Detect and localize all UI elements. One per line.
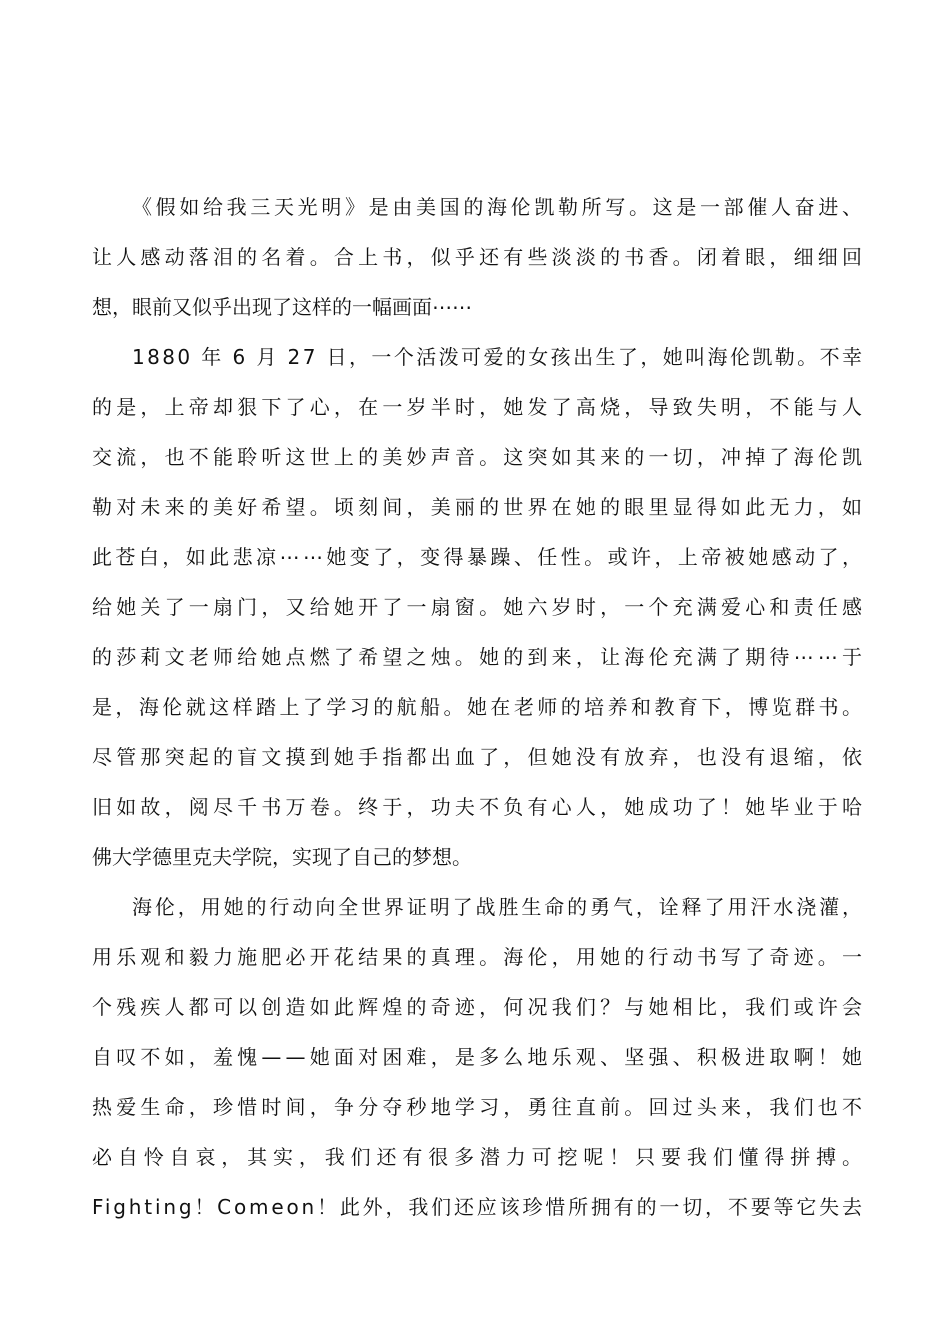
document-body <box>92 182 868 1232</box>
text-line-content: 个残疾人都可以创造如此辉煌的奇迹，何况我们？与她相比，我们或许会 <box>92 995 867 1019</box>
text-line <box>92 632 867 682</box>
text-line-content: 热爱生命，珍惜时间，争分夺秒地学习，勇往直前。回过头来，我们也不 <box>92 1095 867 1119</box>
text-line <box>92 782 867 832</box>
text-line <box>92 182 866 232</box>
text-line <box>92 532 866 582</box>
text-line <box>92 1082 867 1132</box>
text-line-content: 让人感动落泪的名着。合上书，似乎还有些淡淡的书香。闭着眼，细细回 <box>92 245 867 269</box>
text-line-content: 海伦，用她的行动向全世界证明了战胜生命的勇气，诠释了用汗水浇灌， <box>132 895 865 919</box>
text-line-content: 用乐观和毅力施肥必开花结果的真理。海伦，用她的行动书写了奇迹。一 <box>92 945 867 969</box>
text-line-content: 佛大学德里克夫学院，实现了自己的梦想。 <box>92 845 472 869</box>
text-line <box>92 982 867 1032</box>
text-line-content: 1880 年 6 月 27 日，一个活泼可爱的女孩出生了，她叫海伦凯勒。不幸 <box>132 345 865 369</box>
text-line-content: 此苍白，如此悲凉⋯⋯她变了，变得暴躁、任性。或许，上帝被她感动了， <box>92 545 866 569</box>
text-line <box>92 932 867 982</box>
text-line <box>92 582 867 632</box>
text-line <box>92 882 865 932</box>
text-line-content: 给她关了一扇门，又给她开了一扇窗。她六岁时，一个充满爱心和责任感 <box>92 595 867 619</box>
text-line <box>92 682 866 732</box>
text-line <box>92 1182 865 1232</box>
text-line-content: 是，海伦就这样踏上了学习的航船。她在老师的培养和教育下，博览群书。 <box>92 695 866 719</box>
text-line-content: 自叹不如，羞愧——她面对困难，是多么地乐观、坚强、积极进取啊！她 <box>92 1045 867 1069</box>
text-line-content: 想，眼前又似乎出现了这样的一幅画面⋯⋯ <box>92 295 472 319</box>
text-line-content: 《假如给我三天光明》是由美国的海伦凯勒所写。这是一部催人奋进、 <box>132 195 866 219</box>
text-line <box>92 832 862 882</box>
text-line <box>92 482 867 532</box>
text-line <box>92 1032 867 1082</box>
text-line <box>92 282 862 332</box>
text-line-content: 尽管那突起的盲文摸到她手指都出血了，但她没有放弃，也没有退缩，依 <box>92 745 867 769</box>
text-line <box>92 332 865 382</box>
text-line-content: 勒对未来的美好希望。顷刻间，美丽的世界在她的眼里显得如此无力，如 <box>92 495 867 519</box>
text-line <box>92 432 867 482</box>
text-line-content: 的莎莉文老师给她点燃了希望之烛。她的到来，让海伦充满了期待⋯⋯于 <box>92 645 867 669</box>
text-line-content: 交流，也不能聆听这世上的美妙声音。这突如其来的一切，冲掉了海伦凯 <box>92 445 867 469</box>
text-line <box>92 732 867 782</box>
text-line-content: 的是，上帝却狠下了心，在一岁半时，她发了高烧，导致失明，不能与人 <box>92 395 867 419</box>
text-line <box>92 232 867 282</box>
text-line-content: 旧如故，阅尽千书万卷。终于，功夫不负有心人，她成功了！她毕业于哈 <box>92 795 867 819</box>
text-line <box>92 1132 868 1182</box>
text-line-content: 必自怜自哀，其实，我们还有很多潜力可挖呢！只要我们懂得拼搏。 <box>92 1145 868 1169</box>
text-line <box>92 382 867 432</box>
text-line-content: Fighting！Comeon！此外，我们还应该珍惜所拥有的一切，不要等它失去 <box>92 1195 865 1219</box>
